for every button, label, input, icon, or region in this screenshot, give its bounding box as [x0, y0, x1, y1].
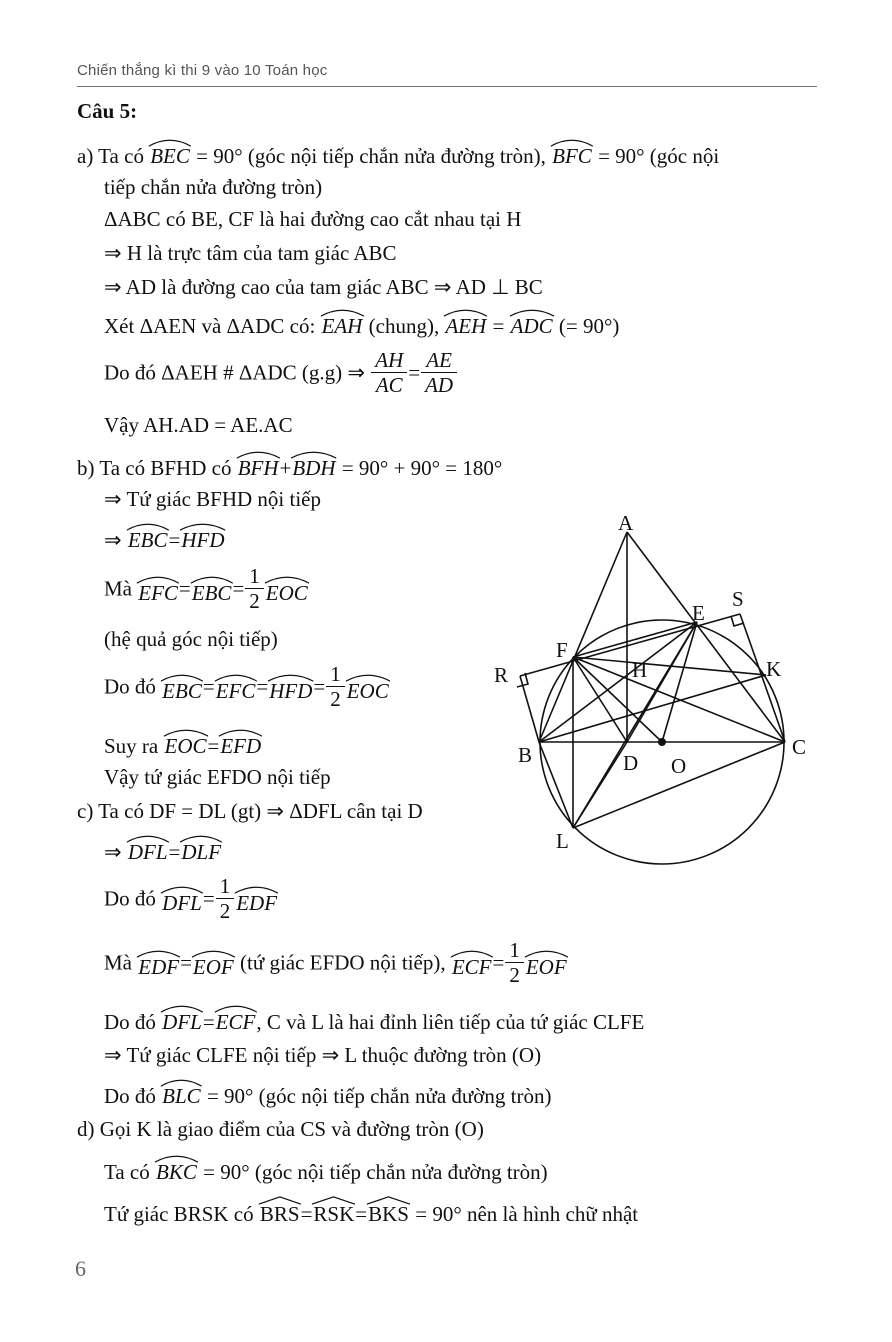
part-a-line-4: ⇒ H là trực tâm của tam giác ABC	[104, 241, 397, 265]
label-b: B	[518, 743, 533, 767]
label-f: F	[556, 638, 568, 662]
angle-arc: EOC	[266, 575, 308, 603]
angle-arc: BDH	[292, 450, 335, 478]
part-d-line-3: Tứ giác BRSK có BRS= RSK= BKS = 90° nên là hình chữ nhật	[104, 1196, 638, 1227]
part-c-line-6: ⇒ Tứ giác CLFE nội tiếp ⇒ L thuộc đường tròn (O)	[104, 1043, 542, 1067]
part-c-line-3: Do đó DFL= $\frac{1}{2}$ EDF	[104, 874, 278, 923]
part-a-line-3: ΔABC có BE, CF là hai đường cao cắt nhau tại H	[104, 207, 522, 231]
fraction-half: $\frac{1}{2}$	[507, 938, 522, 987]
part-a-line-8: Vậy AH.AD = AE.AC	[104, 413, 293, 437]
angle-arc: AEH	[445, 308, 486, 336]
part-b-line-4: Mà EFC= EBC= $\frac{1}{2}$ EOC	[104, 564, 308, 613]
part-a-line-6	[104, 308, 619, 339]
label-s: S	[732, 587, 744, 611]
angle-arc: EOF	[526, 949, 567, 977]
angle-arc: ECF	[452, 949, 492, 977]
text: (chung),	[368, 314, 440, 338]
angle-arc: EAH	[322, 308, 363, 336]
geometry-diagram	[488, 510, 828, 870]
angle-arc: EDF	[236, 885, 277, 913]
running-header: Chiến thắng kì thi 9 vào 10 Toán học	[77, 62, 328, 79]
angle-arc: EOC	[165, 728, 207, 756]
part-a-line-7: Do đó ΔAEH # ΔADC (g.g) ⇒ $\frac{AH}{AC}$ = $\frac{AE}{AD}$	[104, 348, 458, 397]
angle-arc: EBC	[128, 522, 168, 550]
part-a-line-1	[77, 138, 719, 169]
angle-arc: HFD	[181, 522, 224, 550]
fraction-ae-ad: $\frac{AE}{AD}$	[423, 348, 455, 397]
text: = 90° (góc nội tiếp chắn nửa đường tròn),	[196, 144, 546, 168]
angle-arc: BEC	[150, 138, 190, 166]
angle-arc: EDF	[138, 949, 179, 977]
text: Do đó ΔAEH # ΔADC (g.g) ⇒	[104, 360, 366, 385]
part-c-line-1: c) Ta có DF = DL (gt) ⇒ ΔDFL cân tại D	[77, 799, 423, 823]
angle-arc: EBC	[192, 575, 232, 603]
part-b-line-2: ⇒ Tứ giác BFHD nội tiếp	[104, 487, 321, 511]
header-divider	[77, 86, 817, 87]
part-c-line-7: Do đó BLC = 90° (góc nội tiếp chắn nửa đường tròn)	[104, 1078, 551, 1109]
text: a) Ta có	[77, 144, 144, 168]
angle-arc: HFD	[269, 673, 312, 701]
angle-arc: BRS	[260, 1196, 300, 1224]
part-c-line-4: Mà EDF= EOF (tứ giác EFDO nội tiếp), ECF= $\frac{1}{2}$ EOF	[104, 938, 567, 987]
fraction-half: $\frac{1}{2}$	[218, 874, 233, 923]
label-d: D	[623, 751, 639, 775]
geometry-figure	[488, 510, 828, 875]
part-c-line-2: ⇒ DFL= DLF	[104, 834, 222, 865]
label-e: E	[692, 601, 705, 625]
fraction-half: $\frac{1}{2}$	[247, 564, 262, 613]
angle-arc: EFD	[220, 728, 261, 756]
part-b-line-5: (hệ quả góc nội tiếp)	[104, 627, 278, 651]
angle-arc: EFC	[138, 575, 178, 603]
part-b-line-1: b) Ta có BFHD có BFH+ BDH = 90° + 90° = 180°	[77, 450, 502, 481]
page-number: 6	[75, 1256, 86, 1281]
part-d-line-2: Ta có BKC = 90° (góc nội tiếp chắn nửa đường tròn)	[104, 1154, 548, 1185]
label-l: L	[556, 829, 569, 853]
text: b) Ta có BFHD có	[77, 456, 232, 480]
angle-arc: BFH	[238, 450, 279, 478]
label-r: R	[494, 663, 509, 687]
angle-arc: EOC	[347, 673, 389, 701]
angle-arc: ECF	[216, 1004, 256, 1032]
angle-arc: BKC	[156, 1154, 197, 1182]
label-o: O	[671, 754, 687, 778]
angle-arc: DFL	[162, 885, 202, 913]
angle-arc: BKS	[368, 1196, 409, 1224]
label-h: H	[632, 658, 648, 682]
part-c-line-5: Do đó DFL= ECF, C và L là hai đỉnh liên tiếp của tứ giác CLFE	[104, 1004, 644, 1035]
angle-arc: DFL	[162, 1004, 202, 1032]
part-a-line-2: tiếp chắn nửa đường tròn)	[104, 175, 323, 199]
text: (= 90°)	[558, 314, 620, 338]
angle-arc: DLF	[181, 834, 221, 862]
fraction-half: $\frac{1}{2}$	[328, 662, 343, 711]
angle-arc: DFL	[128, 834, 168, 862]
question-heading: Câu 5:	[77, 99, 138, 123]
angle-arc: BLC	[162, 1078, 201, 1106]
fraction-ah-ac: $\frac{AH}{AC}$	[373, 348, 405, 397]
angle-arc: RSK	[313, 1196, 354, 1224]
label-k: K	[766, 657, 782, 681]
label-c: C	[792, 735, 807, 759]
text: =	[492, 314, 505, 338]
angle-arc: EBC	[162, 673, 202, 701]
text: = 90° (góc nội	[598, 144, 720, 168]
angle-arc: BFC	[552, 138, 592, 166]
center-point-o	[658, 738, 666, 746]
angle-arc: ADC	[511, 308, 553, 336]
part-a-line-5: ⇒ AD là đường cao của tam giác ABC ⇒ AD ⊥ BC	[104, 275, 543, 299]
angle-arc: EOF	[193, 949, 234, 977]
part-b-line-7: Suy ra EOC= EFD	[104, 728, 262, 759]
text: = 90° + 90° = 180°	[341, 456, 503, 480]
angle-arc: EFC	[216, 673, 256, 701]
text: Xét ΔAEN và ΔADC có:	[104, 314, 316, 338]
label-a: A	[618, 511, 634, 535]
part-b-line-3: ⇒ EBC= HFD	[104, 522, 226, 553]
part-b-line-6: Do đó EBC= EFC= HFD= $\frac{1}{2}$ EOC	[104, 662, 389, 711]
part-d-line-1: d) Gọi K là giao điểm của CS và đường tròn (O)	[77, 1117, 484, 1141]
part-b-line-8: Vậy tứ giác EFDO nội tiếp	[104, 765, 331, 789]
